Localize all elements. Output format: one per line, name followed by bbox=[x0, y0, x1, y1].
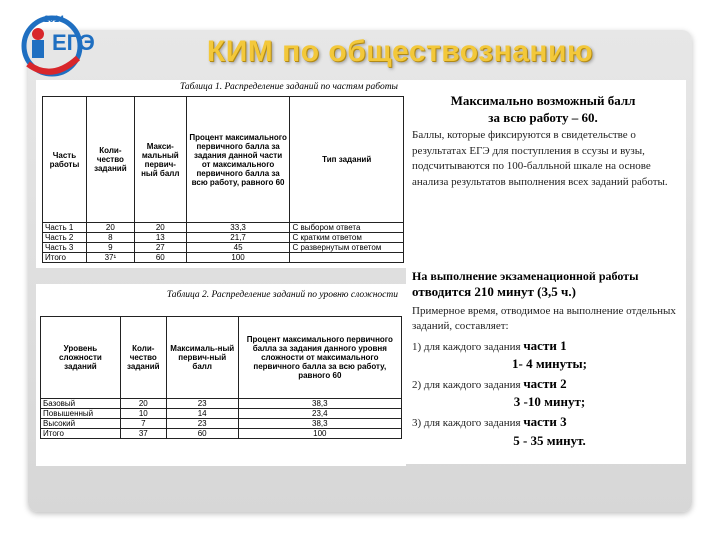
part1-prefix: 1) для каждого задания bbox=[412, 341, 521, 353]
table-cell: Часть 1 bbox=[43, 223, 87, 233]
table-cell: 27 bbox=[134, 243, 186, 253]
table1 bbox=[42, 96, 404, 263]
table-cell: 100 bbox=[186, 253, 290, 263]
table-cell: 37¹ bbox=[86, 253, 134, 263]
table-row bbox=[41, 399, 402, 409]
table-cell: 14 bbox=[166, 409, 238, 419]
part3-label: части 3 bbox=[523, 414, 567, 429]
part2-prefix: 2) для каждого задания bbox=[412, 379, 521, 391]
table-cell: Часть 3 bbox=[43, 243, 87, 253]
table1-header: Коли-чество заданий bbox=[86, 97, 134, 223]
table-cell: С кратким ответом bbox=[290, 233, 404, 243]
table1-header: Часть работы bbox=[43, 97, 87, 223]
table-row bbox=[43, 223, 404, 233]
table-cell: 38,3 bbox=[238, 399, 401, 409]
table-cell: 23,4 bbox=[238, 409, 401, 419]
table-cell: С выбором ответа bbox=[290, 223, 404, 233]
part3-item bbox=[412, 414, 687, 431]
max-score-text bbox=[416, 92, 670, 126]
scores-description: Баллы, которые фиксируются в свидетельстве о результатах ЕГЭ для поступления в ссузы и вузы, подсчитываются по 100-балльной шкале на основе анализа результатов выполнения всех заданий работы. bbox=[412, 129, 668, 188]
ege-logo-icon bbox=[8, 6, 126, 80]
table-cell: 23 bbox=[166, 419, 238, 429]
table-row bbox=[43, 253, 404, 263]
part2-label: части 2 bbox=[523, 376, 567, 391]
table-cell: 9 bbox=[86, 243, 134, 253]
part3-prefix: 3) для каждого задания bbox=[412, 417, 521, 429]
approx-time-text: Примерное время, отводимое на выполнение отдельных заданий, составляет: bbox=[412, 305, 676, 332]
table-cell: 60 bbox=[166, 429, 238, 439]
table-cell: 45 bbox=[186, 243, 290, 253]
table-cell bbox=[290, 253, 404, 263]
time-heading-line1: На выполнение экзаменационной работы bbox=[412, 269, 639, 283]
table-cell: Базовый bbox=[41, 399, 121, 409]
part3-time: 5 - 35 минут. bbox=[513, 433, 586, 448]
logo-year: 2014 bbox=[44, 14, 65, 24]
table-cell: 100 bbox=[238, 429, 401, 439]
table-cell: 23 bbox=[166, 399, 238, 409]
table1-caption: Таблица 1. Распределение заданий по частям работы bbox=[179, 82, 398, 92]
table-row bbox=[43, 233, 404, 243]
time-heading bbox=[412, 268, 687, 300]
table-row bbox=[41, 429, 402, 439]
table2-caption: Таблица 2. Распределение заданий по уровню сложности bbox=[166, 290, 398, 300]
table-cell: 20 bbox=[86, 223, 134, 233]
table-cell: 37 bbox=[120, 429, 166, 439]
table1-document bbox=[36, 80, 406, 268]
ege-logo bbox=[8, 6, 126, 80]
time-heading-line2: отводится 210 минут (3,5 ч.) bbox=[412, 284, 576, 299]
table-cell: 8 bbox=[86, 233, 134, 243]
part1-label: части 1 bbox=[523, 338, 567, 353]
table-cell: 38,3 bbox=[238, 419, 401, 429]
table-cell: С развернутым ответом bbox=[290, 243, 404, 253]
table-cell: 33,3 bbox=[186, 223, 290, 233]
max-score-line1: Максимально возможный балл bbox=[450, 93, 636, 108]
table-cell: Повышенный bbox=[41, 409, 121, 419]
table-cell: 21,7 bbox=[186, 233, 290, 243]
table1-header: Процент максимального первичного балла за задания данной части от максимального первичного балла за всю работу, равного 60 bbox=[186, 97, 290, 223]
part1-item bbox=[412, 338, 687, 355]
slide-title: КИМ по обществознанию bbox=[206, 35, 594, 68]
max-score-line2: за всю работу – 60. bbox=[488, 110, 598, 125]
table1-header: Макси-мальный первич-ный балл bbox=[134, 97, 186, 223]
table-cell: 60 bbox=[134, 253, 186, 263]
table1-header: Тип заданий bbox=[290, 97, 404, 223]
table-row bbox=[43, 243, 404, 253]
table-cell: Итого bbox=[41, 429, 121, 439]
table2-document bbox=[36, 284, 406, 466]
table-cell: Высокий bbox=[41, 419, 121, 429]
logo-text: ЕГЭ bbox=[52, 30, 95, 55]
table2 bbox=[40, 316, 402, 439]
table2-header: Процент максимального первичного балла за задания данного уровня сложности от максимального первичного балла за всю работу, равного 60 bbox=[238, 317, 401, 399]
part2-time: 3 -10 минут; bbox=[513, 394, 586, 409]
table-cell: 20 bbox=[134, 223, 186, 233]
table-cell: 10 bbox=[120, 409, 166, 419]
table-cell: Часть 2 bbox=[43, 233, 87, 243]
table-cell: 7 bbox=[120, 419, 166, 429]
table2-header: Коли-чество заданий bbox=[120, 317, 166, 399]
table-cell: 13 bbox=[134, 233, 186, 243]
table2-header: Уровень сложности заданий bbox=[41, 317, 121, 399]
table-cell: 20 bbox=[120, 399, 166, 409]
table-cell: Итого bbox=[43, 253, 87, 263]
table-row bbox=[41, 409, 402, 419]
part2-item bbox=[412, 376, 687, 393]
table-row bbox=[41, 419, 402, 429]
table2-header: Максималь-ный первич-ный балл bbox=[166, 317, 238, 399]
part1-time: 1- 4 минуты; bbox=[511, 356, 588, 371]
